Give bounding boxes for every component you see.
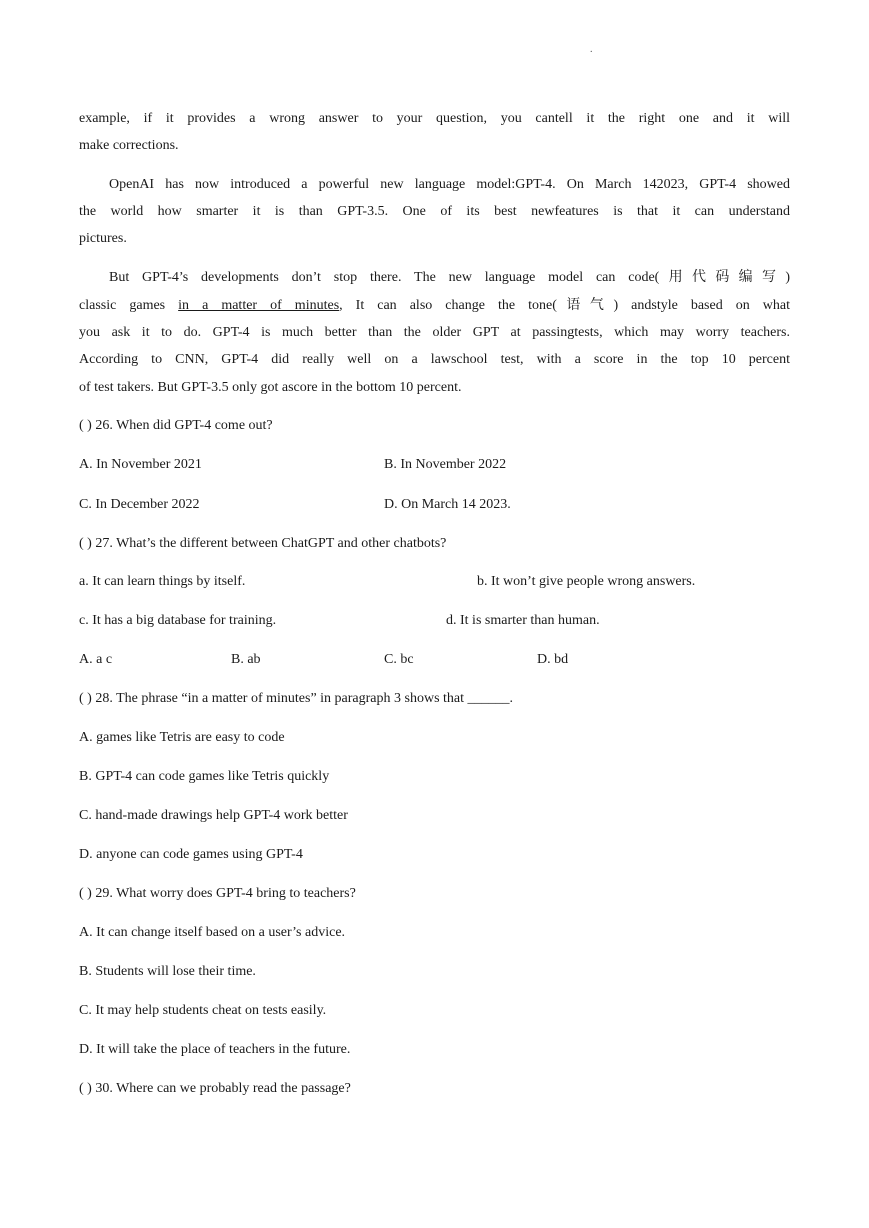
passage-p3-line-2-pre: classic games	[79, 298, 179, 313]
question-27-statement-b: b. It won’t give people wrong answers.	[477, 574, 696, 589]
passage-p3-line-5: of test takers. But GPT-3.5 only got ascore in the bottom 10 percent.	[79, 380, 462, 395]
passage-p3-line-1: But GPT-4’s developments don’t stop there. The new language model can code(用代码编写)	[109, 270, 790, 285]
passage-p3-line-2-post: , It can also change the tone(语气) andstyle based on what	[339, 298, 790, 313]
passage-p3-line-4: According to CNN, GPT-4 did really well on a lawschool test, with a score in the top 10 percent	[79, 352, 790, 367]
question-26-option-d: D. On March 14 2023.	[384, 497, 511, 512]
question-27-stem: ( ) 27. What’s the different between ChatGPT and other chatbots?	[79, 536, 447, 551]
passage-p1-line-1: example, if it provides a wrong answer to your question, you cantell it the right one and it will	[79, 111, 790, 126]
question-30-stem: ( ) 30. Where can we probably read the passage?	[79, 1081, 351, 1096]
question-27-statement-c: c. It has a big database for training.	[79, 613, 277, 628]
header-dot: .	[590, 44, 593, 55]
underlined-phrase: in a matter of minutes	[178, 298, 340, 313]
question-27-statement-a: a. It can learn things by itself.	[79, 574, 246, 589]
question-26-stem: ( ) 26. When did GPT-4 come out?	[79, 418, 273, 433]
passage-p2-line-1: OpenAI has now introduced a powerful new language model:GPT-4. On March 142023, GPT-4 showed	[109, 177, 790, 192]
question-27-option-b: B. ab	[231, 652, 261, 667]
question-26-option-c: C. In December 2022	[79, 497, 200, 512]
question-27-statement-d: d. It is smarter than human.	[446, 613, 600, 628]
question-29-option-a: A. It can change itself based on a user’s advice.	[79, 925, 346, 940]
question-29-option-c: C. It may help students cheat on tests easily.	[79, 1003, 327, 1018]
question-27-option-d: D. bd	[537, 652, 569, 667]
question-29-stem: ( ) 29. What worry does GPT-4 bring to teachers?	[79, 886, 356, 901]
question-27-option-c: C. bc	[384, 652, 414, 667]
passage-p2-line-3: pictures.	[79, 231, 127, 246]
question-28-option-d: D. anyone can code games using GPT-4	[79, 847, 303, 862]
passage-p2-line-2: the world how smarter it is than GPT-3.5. One of its best newfeatures is that it can understand	[79, 204, 790, 219]
question-28-option-b: B. GPT-4 can code games like Tetris quickly	[79, 769, 330, 784]
question-27-option-a: A. a c	[79, 652, 113, 667]
question-28-option-c: C. hand-made drawings help GPT-4 work better	[79, 808, 348, 823]
question-28-option-a: A. games like Tetris are easy to code	[79, 730, 285, 745]
question-29-option-d: D. It will take the place of teachers in the future.	[79, 1042, 351, 1057]
passage-p1-line-2: make corrections.	[79, 138, 179, 153]
passage-p3-line-3: you ask it to do. GPT-4 is much better than the older GPT at passingtests, which may worry teachers.	[79, 325, 790, 340]
question-26-option-b: B. In November 2022	[384, 457, 507, 472]
question-28-stem: ( ) 28. The phrase “in a matter of minutes” in paragraph 3 shows that ______.	[79, 691, 514, 706]
passage-p3-line-2	[79, 296, 790, 316]
question-29-option-b: B. Students will lose their time.	[79, 964, 256, 979]
question-26-option-a: A. In November 2021	[79, 457, 202, 472]
